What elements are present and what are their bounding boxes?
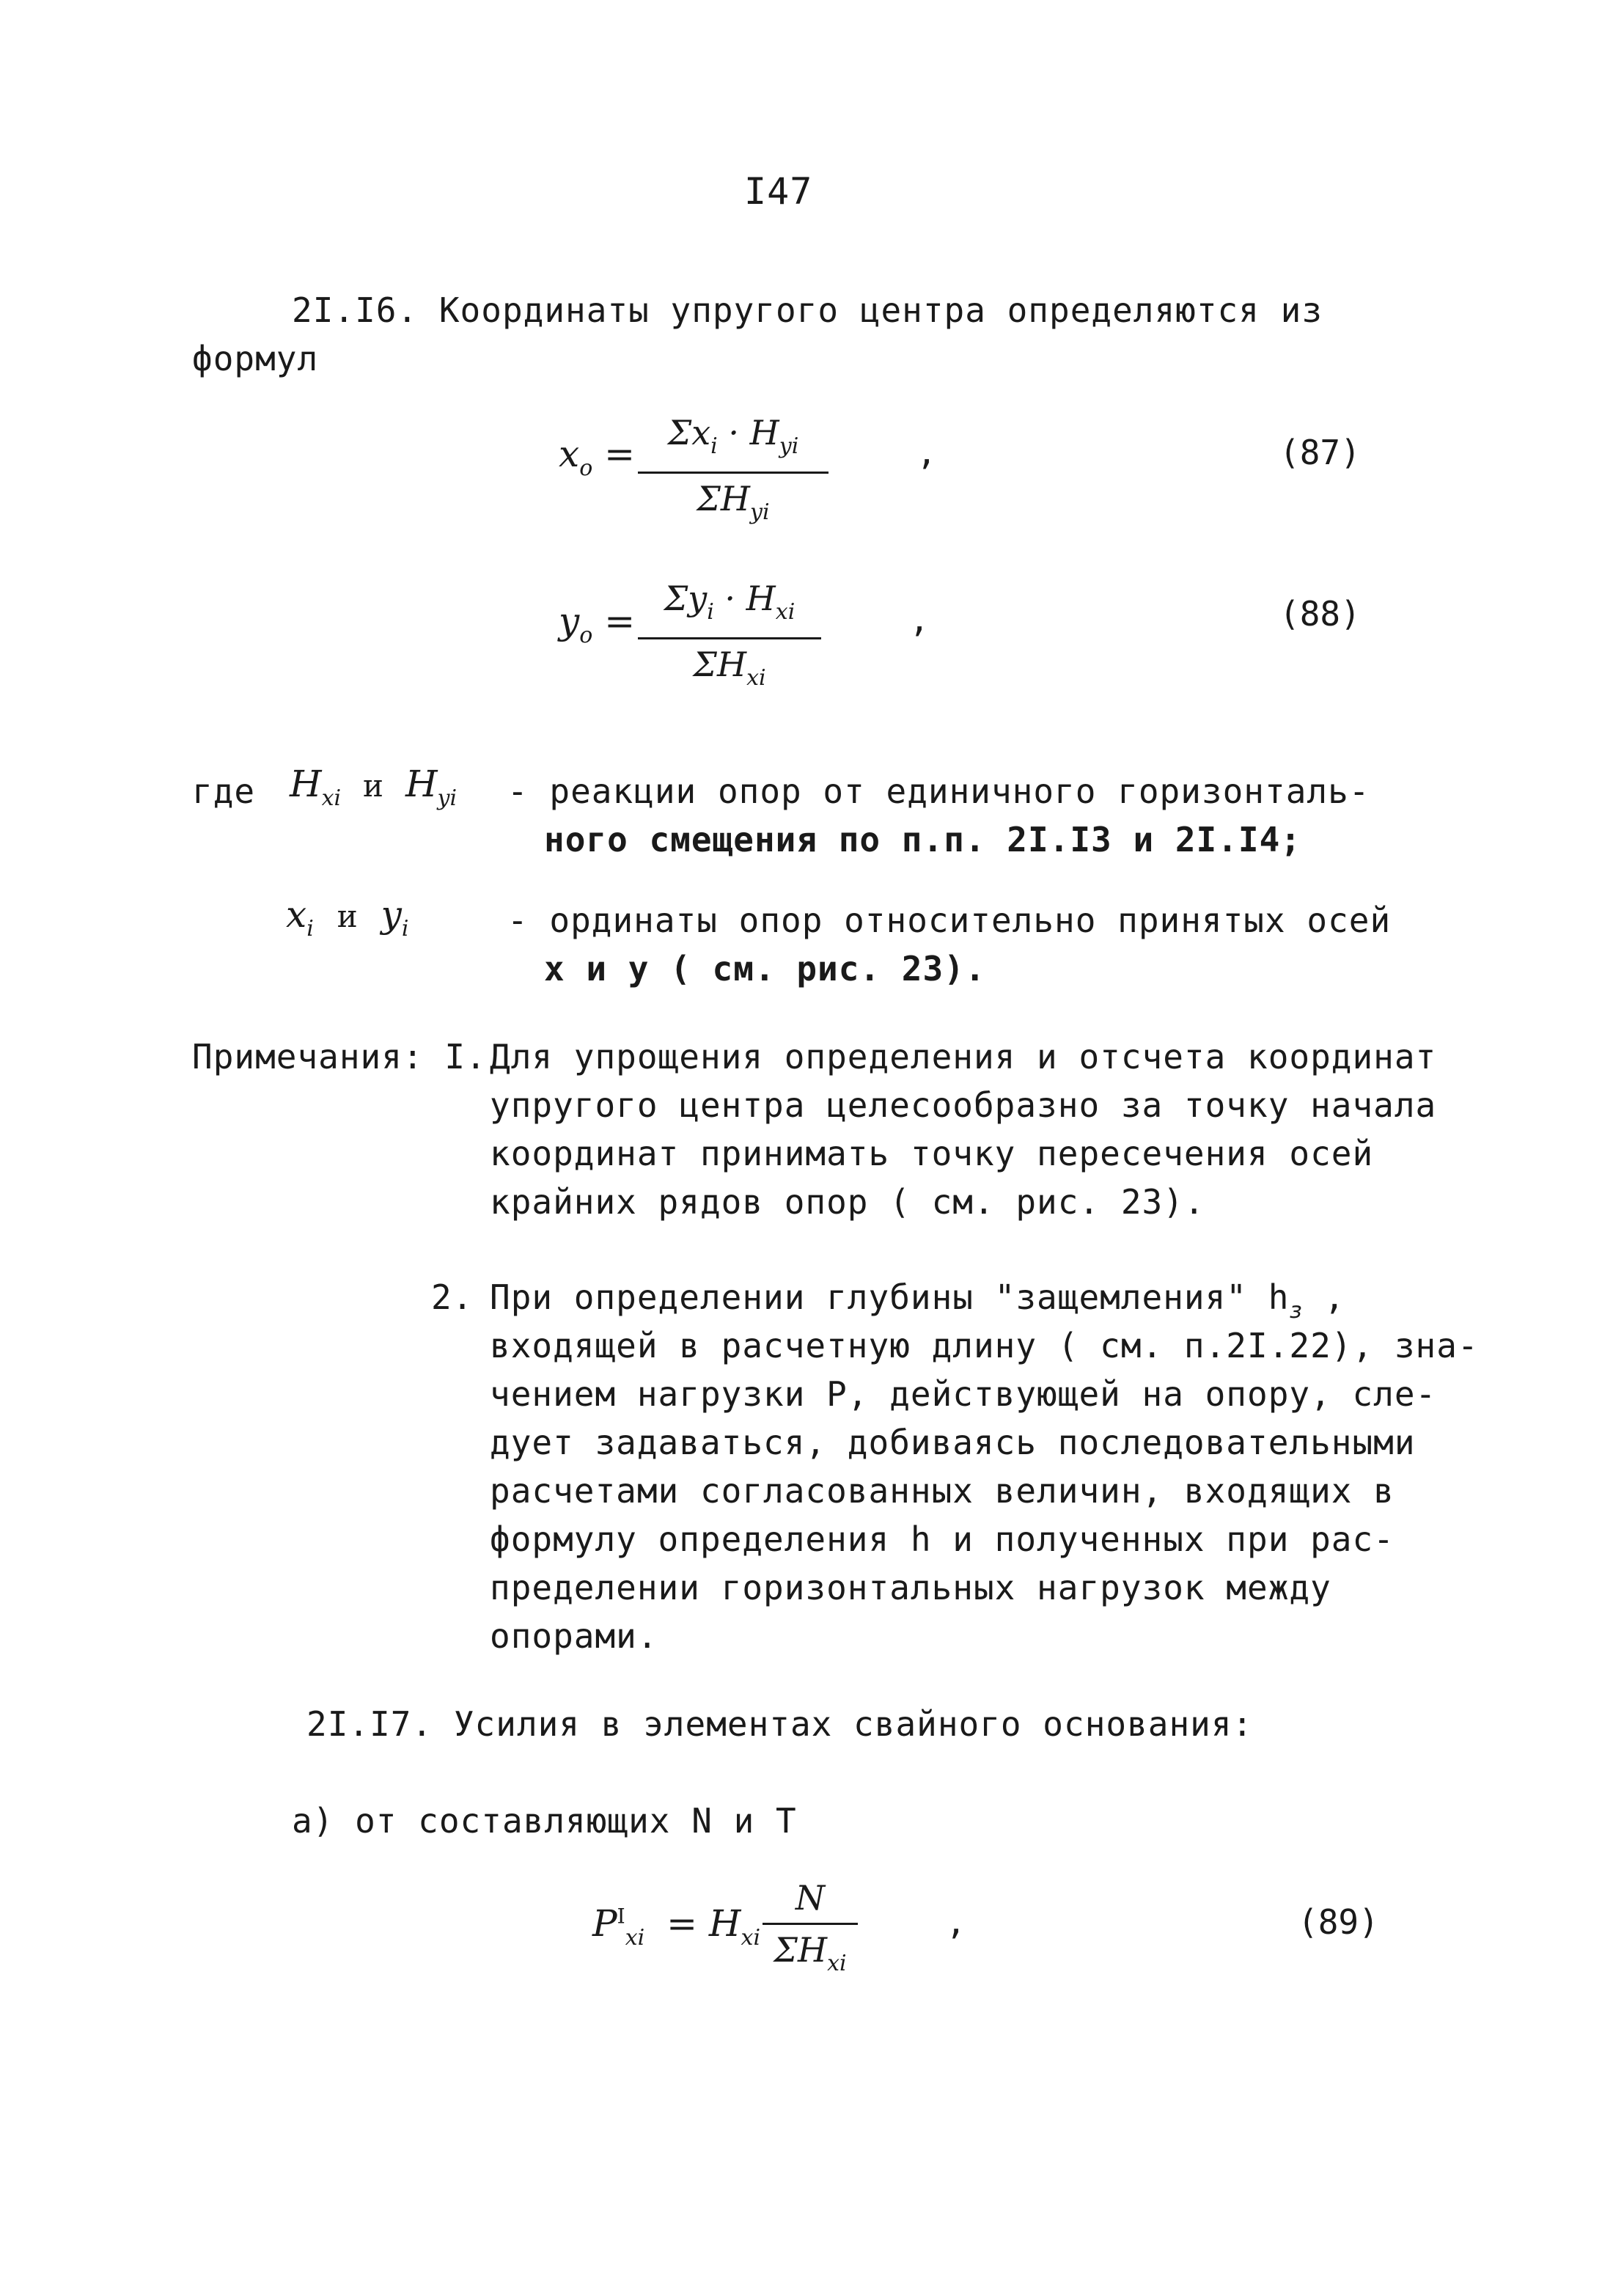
- eq88-num-a-sub: i: [707, 599, 714, 625]
- eq89-comma: ,: [946, 1902, 966, 1942]
- eq88-den: ΣH: [693, 645, 747, 684]
- section-21-17: 2I.I7. Усилия в элементах свайного основания:: [306, 1704, 1254, 1744]
- where2-sym1-sub: i: [306, 916, 314, 942]
- where2-symbols: [286, 893, 408, 942]
- eq89-fraction-bar: [763, 1923, 858, 1925]
- eq89-eq-sub: xi: [741, 1925, 761, 1951]
- note2-line3: чением нагрузки P, действующей на опору, сле-: [490, 1374, 1437, 1414]
- note2-line1: При определении глубины "защемления" $h_з$ ,: [490, 1277, 1345, 1324]
- eq87-denominator: [697, 477, 769, 535]
- eq87-num-b: · H: [717, 413, 779, 452]
- where2-and: и: [337, 898, 358, 934]
- eq87-num-a-sub: i: [710, 433, 718, 459]
- where1-sym2-sub: yi: [437, 785, 458, 811]
- item-a: а) от составляющих N и T: [292, 1801, 797, 1841]
- eq88-num-b-sub: xi: [775, 599, 796, 625]
- eq87-fraction-bar: [638, 472, 828, 474]
- where1-text2: ного смещения по п.п. 2I.I3 и 2I.I4;: [544, 820, 1301, 859]
- where2-text2: x и y ( см. рис. 23).: [544, 949, 986, 989]
- note2-line5: расчетами согласованных величин, входящих в: [490, 1471, 1395, 1511]
- where2-text1: - ординаты опор относительно принятых осей: [507, 901, 1392, 940]
- eq88-denominator: [693, 642, 765, 700]
- eq88-fraction: [638, 576, 821, 700]
- eq89-fraction: [763, 1876, 858, 1986]
- where1-symbols: [290, 763, 457, 811]
- page-number: I47: [744, 170, 813, 213]
- eq87-comma: ,: [916, 433, 937, 472]
- note1-line3: координат принимать точку пересечения осей: [490, 1134, 1374, 1173]
- eq88-lhs-sub: o: [579, 623, 593, 648]
- eq88-lhs-var: y: [559, 600, 580, 642]
- note2-number: 2.: [431, 1277, 474, 1317]
- eq88-num-b: · H: [713, 579, 776, 618]
- notes-label: Примечания: I.: [192, 1037, 487, 1077]
- note2-line1-text: При определении глубины "защемления" h: [490, 1277, 1290, 1317]
- note2-line7: пределении горизонтальных нагрузок между: [490, 1568, 1331, 1607]
- note2-line6: формулу определения h и полученных при рас-: [490, 1519, 1395, 1559]
- eq89-eq: = H: [666, 1902, 741, 1945]
- eq89-numerator: N: [795, 1878, 826, 1918]
- eq88-comma: ,: [909, 600, 930, 639]
- eq87-num-b-sub: yi: [779, 433, 799, 459]
- eq88-numerator: [664, 576, 796, 634]
- eq88-den-sub: xi: [746, 665, 766, 691]
- eq89-den-sub: xi: [827, 1951, 847, 1976]
- eq87-number: (87): [1279, 433, 1361, 472]
- where1-sym2: H: [405, 763, 438, 805]
- eq89-number: (89): [1298, 1902, 1379, 1942]
- eq89-lhs: [592, 1902, 760, 1951]
- where1-sym1: H: [290, 763, 322, 805]
- eq88-fraction-bar: [638, 637, 821, 639]
- where1-sym1-sub: xi: [321, 785, 342, 811]
- eq87-lhs: $x_o$ =: [559, 433, 636, 481]
- eq87-den-sub: yi: [750, 499, 770, 525]
- where2-sym2-sub: i: [401, 916, 409, 942]
- eq88-number: (88): [1279, 594, 1361, 634]
- where2-sym2: y: [381, 893, 402, 936]
- note2-line8: опорами.: [490, 1616, 658, 1656]
- note2-h-sub: з: [1289, 1298, 1304, 1324]
- eq87-fraction: [638, 411, 828, 535]
- eq89-P: P: [592, 1902, 617, 1945]
- note1-line4: крайних рядов опор ( см. рис. 23).: [490, 1182, 1205, 1222]
- eq88-num-a: Σy: [664, 579, 708, 618]
- note2-line4: дует задаваться, добиваясь последовательными: [490, 1423, 1416, 1462]
- eq89-P-sub: xi: [625, 1925, 645, 1951]
- eq88-lhs: $y_o$ =: [559, 600, 636, 648]
- note1-line2: упругого центра целесообразно за точку начала: [490, 1085, 1437, 1125]
- eq89-den: ΣH: [774, 1930, 828, 1970]
- where1-text1: - реакции опор от единичного горизонталь-: [507, 771, 1370, 811]
- eq89-P-sup: I: [617, 1904, 625, 1929]
- eq87-numerator: [668, 411, 799, 469]
- where1-and: и: [363, 768, 384, 804]
- eq87-num-a: Σx: [667, 413, 711, 452]
- note1-line1: Для упрощения определения и отсчета координат: [490, 1037, 1437, 1077]
- where-word: где: [192, 771, 256, 811]
- eq89-denominator: [774, 1928, 846, 1986]
- eq87-lhs-sub: o: [579, 455, 593, 481]
- eq87-den: ΣH: [697, 479, 751, 518]
- where2-sym1: x: [286, 893, 307, 936]
- eq87-lhs-var: x: [559, 433, 580, 475]
- note2-line2: входящей в расчетную длину ( см. п.2I.22), зна-: [490, 1326, 1479, 1365]
- section-21-16-line1: 2I.I6. Координаты упругого центра определяются из: [292, 290, 1323, 330]
- section-21-16-line2: формул: [192, 339, 319, 378]
